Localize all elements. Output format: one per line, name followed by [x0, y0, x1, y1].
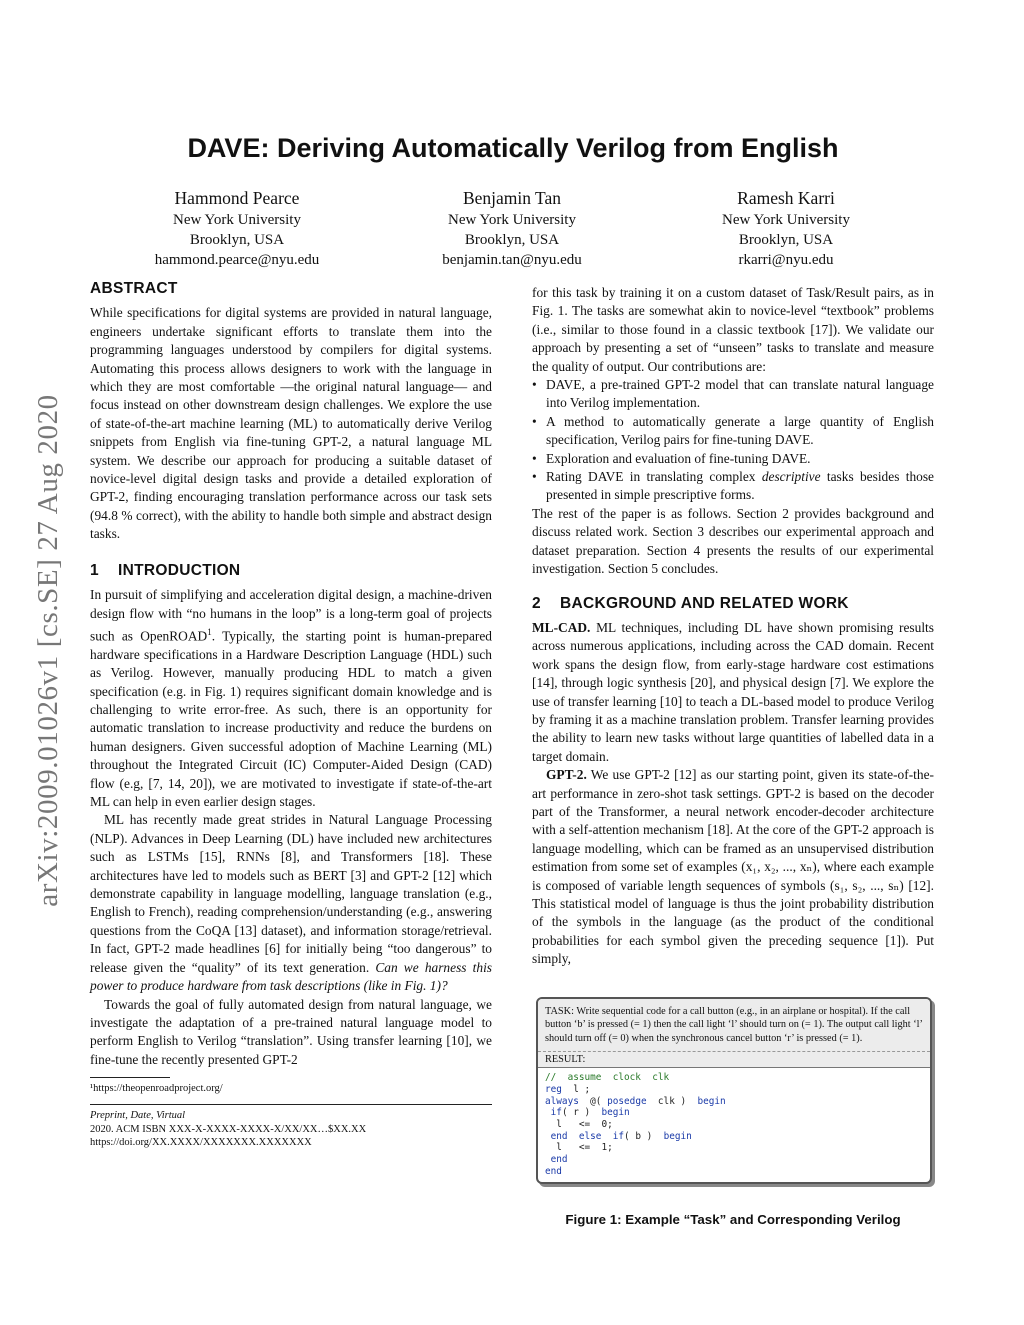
author-email: rkarri@nyu.edu [738, 252, 834, 268]
contribution-item: • DAVE, a pre-trained GPT-2 model that can translate natural language into Verilog implementation. [532, 377, 934, 411]
intro-continued: for this task by training it on a custom dataset of Task/Result pairs, as in Fig. 1. The tasks are somewhat akin to novice-level “textbook” problems (i.e., similar to those found in a classic textbook [17]). We validate our approach by presenting a set of “unseen” tasks to translate and measure the quality of output. Our contributions are: [532, 285, 934, 374]
background-heading [532, 595, 934, 613]
author-email: hammond.pearce@nyu.edu [154, 252, 320, 268]
author-affiliation: New York University [448, 212, 576, 228]
bullet-glyph: • [532, 469, 537, 485]
right-column [532, 284, 934, 969]
paper-title: DAVE: Deriving Automatically Verilog from English [187, 133, 839, 163]
gpt2-paragraph: GPT-2. We use GPT-2 [12] as our starting point, given its state-of-the-art performance in zero-shot task settings. GPT-2 is based on the decoder part of the Transformer, a neural network encoder-decoder architecture with a self-attention mechanism [18]. At the core of the GPT-2 approach is language modelling, which can be framed as an unsupervised distribution estimation from some set of examples (x₁, x₂, ..., xₙ), where each example is composed of variable length sequences of symbols (s₁, s₂, ..., sₙ) [12]. This statistical model of language is thus the joint probability distribution of the symbols in the language (as the product of the conditional probabilities for each symbol given the preceding sequence [1]). Put simply, [532, 767, 934, 967]
left-column [90, 280, 492, 1150]
code-line: reg l ; [545, 1083, 591, 1095]
author-3 [646, 186, 926, 270]
code-line: if( r ) begin [545, 1107, 630, 1119]
figure-1 [536, 997, 932, 1184]
paragraph-label: GPT-2. [546, 767, 587, 783]
section-number: 1 [90, 561, 99, 579]
footnote-rule [90, 1077, 170, 1078]
author-name: Hammond Pearce [174, 188, 300, 208]
footnote-ref: 1 [207, 626, 212, 637]
intro-paragraph-3: Towards the goal of fully automated design from natural language, we investigate the adaptation of a pre-trained natural language model to perform English to Verilog “translation”. Using transfer learning [10], we fine-tune the recently presented GPT-2 [90, 996, 492, 1067]
code-line: // assume clock clk [545, 1072, 670, 1084]
contribution-item: • A method to automatically generate a large quantity of English specification, Verilog pairs for fine-tuning DAVE. [532, 413, 934, 448]
figure-result-label: RESULT: [538, 1052, 930, 1068]
isbn-line: 2020. ACM ISBN XXX-X-XXXX-XXXX-X/XX/XX…$XX.XX [90, 1123, 367, 1135]
figure-task-text: TASK: Write sequential code for a call button (e.g., in an airplane or hospital). If the call button ‘b’ is pressed (= 1) then the call light ‘l’ should turn on (= 1). The output call light ‘l’ should turn off (= 0) when the synchronous cancel button ‘r’ is pressed (= 1). [538, 999, 930, 1052]
research-question: Can we harness this power to produce hardware from task descriptions (like in Fig. 1)? [90, 959, 492, 994]
author-2 [372, 186, 652, 270]
figure-caption: Figure 1: Example “Task” and Corresponding Verilog [565, 1212, 901, 1227]
author-1 [97, 186, 377, 270]
bullet-glyph: • [532, 413, 537, 429]
code-line: always @( posedge clk ) begin [545, 1095, 726, 1107]
publication-info [90, 1104, 492, 1150]
section-title: INTRODUCTION [118, 561, 241, 579]
preprint-line: Preprint, Date, Virtual [90, 1110, 186, 1122]
contribution-item: • Rating DAVE in translating complex descriptive tasks besides those presented in simple prescriptive forms. [532, 469, 934, 503]
abstract-text: While specifications for digital systems are provided in natural language, engineers undertake significant efforts to translate them into the programming languages understood by compilers for digital systems. Automating this process allows designers to work with the language in which they are most comfortable —the original natural language— and focus instead on other downstream design challenges. We explore the use of state-of-the-art machine learning (ML) to automatically derive Verilog snippets from English via fine-tuning GPT-2, a natural language ML system. We describe our approach for producing a suitable dataset of novice-level digital design tasks and provide a detailed exploration of GPT-2, finding encouraging translation performance across our task sets (94.8 % correct), with the ability to handle both simple and abstract design tasks. [90, 305, 492, 542]
arxiv-stamp [26, 350, 70, 950]
verilog-code-block [538, 1068, 930, 1181]
bullet-glyph: • [532, 377, 537, 393]
intro-paragraph-2: ML has recently made great strides in Natural Language Processing (NLP). Advances in Deep Learning (DL) have included new architectures such as LSTMs [15], RNNs [8], and Transformers [18]. These architectures have led to models such as BERT [3] and GPT-2 [12] which demonstrate capability in language modelling, language translation (e.g., English to French), reading comprehension/understanding (e.g., answering questions from the CoQA [13] dataset), and information storage/retrieval. In fact, GPT-2 made headlines [6] for initially being “too dangerous” to release given the “quality” of its text generation. Can we harness this power to produce hardware from task descriptions (like in Fig. 1)? [90, 812, 492, 994]
code-line: l <= 0; [545, 1119, 613, 1131]
paper-outline: The rest of the paper is as follows. Section 2 provides background and discuss related work. Section 3 describes our experimental approach and dataset preparation. Section 4 presents the results of our experimental investigation. Section 5 concludes. [532, 505, 934, 577]
code-line: end [545, 1154, 568, 1166]
contribution-item: • Exploration and evaluation of fine-tuning DAVE. [532, 450, 934, 468]
author-affiliation: New York University [722, 212, 850, 228]
author-location: Brooklyn, USA [464, 232, 560, 248]
bullet-glyph: • [532, 450, 537, 466]
paragraph-label: ML-CAD. [532, 619, 591, 635]
doi-line: https://doi.org/XX.XXXX/XXXXXXX.XXXXXXX [90, 1137, 312, 1149]
author-location: Brooklyn, USA [189, 232, 285, 248]
author-email: benjamin.tan@nyu.edu [442, 252, 582, 268]
section-number: 2 [532, 594, 541, 612]
abstract-heading: ABSTRACT [90, 280, 178, 297]
author-name: Benjamin Tan [462, 188, 562, 208]
author-affiliation: New York University [173, 212, 301, 228]
code-line: end [545, 1165, 562, 1177]
author-location: Brooklyn, USA [738, 232, 834, 248]
section-title: BACKGROUND AND RELATED WORK [560, 594, 849, 612]
ml-cad-paragraph: ML-CAD. ML techniques, including DL have shown promising results across numerous applications, including across the CAD domain. Recent work spans the design flow, from early-stage hardware cost estimations [14], through logic synthesis [20], and physical design [7]. We explore the use of transfer learning [10] to teach a DL-based model to produce Verilog by framing it as a machine translation problem. Transfer learning provides the ability to learn new tasks without large quantities of labelled data in a target domain. [532, 619, 934, 764]
arxiv-stamp-text: arXiv:2009.01026v1 [cs.SE] 27 Aug 2020 [31, 393, 64, 907]
code-line: end else if( b ) begin [545, 1130, 692, 1142]
intro-heading [90, 562, 492, 580]
contribution-list [532, 376, 934, 505]
author-name: Ramesh Karri [737, 188, 835, 208]
footnote: ¹https://theopenroadproject.org/ [90, 1083, 223, 1095]
code-line: l <= 1; [545, 1142, 613, 1154]
intro-paragraph-1: In pursuit of simplifying and acceleration digital design, a machine-driven design flow with “no humans in the loop” is a long-term goal of projects such as OpenROAD$^1$. Typically, the starting point is human-prepared hardware specifications in a Hardware Description Language (HDL) such as Verilog. However, manually producing HDL to match a given specification (e.g. in Fig. 1) requires significant domain knowledge and is challenging to write error-free. As such, there is an opportunity for automatic translation to increase productivity and reduce the burdens on human designers. Given successful adoption of Machine Learning (ML) throughout the Integrated Circuit (IC) Computer-Aided Design (CAD) flow (e.g, [7, 14, 20]), we are motivated to investigate if state-of-the-art ML can help in even earlier design stages. [90, 587, 492, 810]
